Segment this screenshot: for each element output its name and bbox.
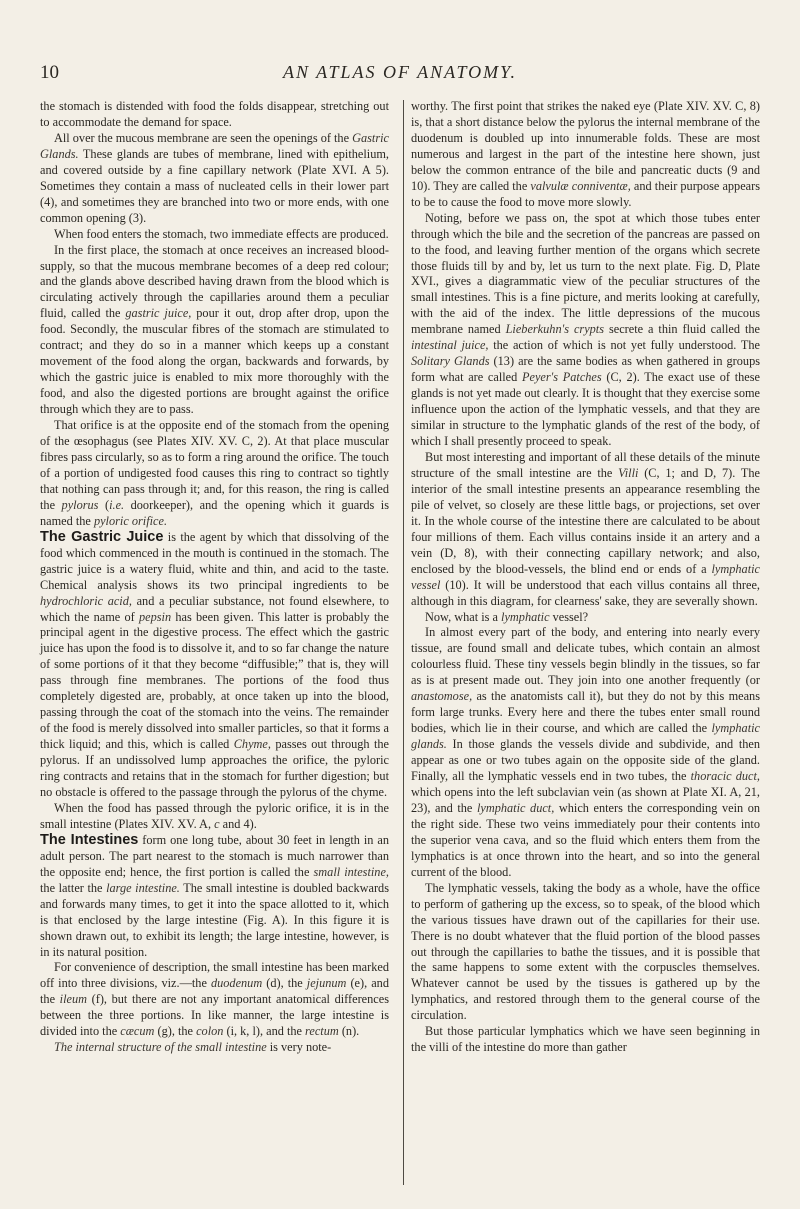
italic-term: pyloric orifice. <box>93 513 168 528</box>
text-run: These glands are tubes of membrane, lined with epithelium, and covered outside by a fine capillary network (Plate XVI. A 5). Sometimes they contain a mass of nucleated cells in their lower part (4), and sometimes they are branched into two or more ends, with one common opening (3). <box>40 146 389 225</box>
text-run: But most interesting and important of all these details of the minute structure of the small intestine are the <box>411 449 760 480</box>
text-run: the action of which is not yet fully understood. The <box>488 338 760 353</box>
italic-term: Gastric Glands. <box>40 130 390 161</box>
text-run: passes out through the pylorus. If an undissolved lump approaches the orifice, the pyloric ring contracts and retains that in the stomach for further digestion; but no obstacle is offered to the passage through the pylorus of the chyme. <box>40 737 389 799</box>
text-run: In those glands the vessels divide and subdivide, and then appear as one or two tubes again on the opposite side of the gland. Finally, all the lymphatic vessels end in two tubes, the <box>411 737 760 784</box>
italic-term: lymphatic glands. <box>411 721 760 752</box>
italic-term: Chyme, <box>233 737 271 752</box>
text-run: as the anatomists call it), but they do not by this means form large trunks. Every here and there the tubes enter small round bodies, which lie in their course, and which are called the <box>411 689 760 736</box>
paragraph <box>411 450 760 610</box>
page-number: 10 <box>40 62 59 83</box>
paragraph <box>411 211 760 450</box>
left-column <box>40 99 389 1056</box>
paragraph <box>40 227 389 243</box>
text-run: the latter the <box>40 880 107 895</box>
paragraph <box>40 131 389 227</box>
italic-term: gastric juice, <box>125 306 192 321</box>
italic-term: Peyer's Patches <box>521 370 602 385</box>
italic-term: anastomose, <box>411 689 473 704</box>
italic-term: colon <box>196 1024 224 1039</box>
text-run: ( <box>98 497 110 512</box>
paragraph <box>40 418 389 530</box>
italic-term: i.e. <box>109 497 125 512</box>
paragraph <box>411 99 760 211</box>
text-run: The small intestine is doubled backwards and forwards many times, to get it into the space allotted to it, which is that enclosed by the large intestine (Fig. A). In this figure it is shown drawn out, to exhibit its length; the large intestine, however, is in its natural position. <box>40 880 389 959</box>
text-run: For convenience of description, the small intestine has been marked off into three divisions, viz.—the <box>40 960 389 991</box>
text-run: Noting, before we pass on, the spot at which those tubes enter through which the bile and the secretion of the pancreas are passed on to the food, and leaving further mention of the organs which secrete those fluids till by and by, let us turn to the next plate. Fig. D, Plate XVI., gives a diagrammatic view of the peculiar structures of the small intestines. This is a fine picture, and merits looking at carefully, with the aid of the index. The little depressions of the mucous membrane named <box>411 210 760 337</box>
italic-term: jejunum <box>306 976 347 991</box>
text-run: and 4). <box>219 816 257 831</box>
italic-term: large intestine. <box>106 880 180 895</box>
text-run: form one long tube, about 30 feet in length in an adult person. The part nearest to the stomach is much narrower than the opposite end; hence, the first portion is called the <box>40 832 389 879</box>
italic-term: Solitary Glands <box>411 354 490 369</box>
text-run: (10). It will be understood that each villus contains all three, although in this diagram, for clearness' sake, they are severally shown. <box>411 577 760 608</box>
text-run: (d), the <box>262 976 307 991</box>
page-header <box>40 62 760 86</box>
italic-term: rectum <box>305 1024 339 1039</box>
text-run: But those particular lymphatics which we have seen beginning in the villi of the intestine do more than gather <box>411 1024 760 1055</box>
text-run: and a peculiar substance, not found elsewhere, to which the name of <box>40 593 389 624</box>
italic-term: thoracic duct, <box>690 769 760 784</box>
paragraph <box>40 99 389 131</box>
text-run: That orifice is at the opposite end of the stomach from the opening of the œsophagus (see Plates XIV. XV. C, 2). At that place muscular fibres pass circularly, so as to form a ring around the orifice. The touch of a portion of undigested food causes this ring to contract so tightly that nothing can pass through it; and, for this reason, the ring is called the <box>40 418 389 512</box>
text-run: When food enters the stomach, two immediate effects are produced. <box>54 226 389 241</box>
text-run: Now, what is a <box>425 609 502 624</box>
italic-term: Villi <box>618 465 639 480</box>
text-run: (i, k, l), and the <box>223 1024 306 1039</box>
paragraph <box>411 625 760 880</box>
text-run: the stomach is distended with food the folds disappear, stretching out to accommodate the demand for space. <box>40 99 389 129</box>
paragraph <box>411 1024 760 1056</box>
italic-term: duodenum <box>210 976 263 991</box>
text-run: (n). <box>338 1024 360 1039</box>
paragraph <box>40 960 389 1040</box>
text-run: which opens into the left subclavian vein (as shown at Plate XI. A, 21, 23), and the <box>411 784 760 815</box>
text-run: When the food has passed through the pyloric orifice, it is in the small intestine (Plates XIV. XV. A, <box>40 800 389 831</box>
text-run: secrete a thin fluid called the <box>604 322 760 337</box>
italic-term: c <box>214 816 220 831</box>
italic-term: valvulæ conniventæ, <box>530 178 631 193</box>
text-run: (e), and the <box>40 976 389 1007</box>
text-run: doorkeeper), and the opening which it guards is named the <box>40 497 389 528</box>
text-run: (g), the <box>154 1024 197 1039</box>
italic-term: lymphatic duct, <box>476 800 555 815</box>
paragraph <box>411 610 760 626</box>
text-run: pour it out, drop after drop, upon the food. Secondly, the muscular fibres of the stomach are stimulated to contract; and they do so in a manner which keeps up a constant movement of the food along the organ, backwards and forwards, by which the gastric juice is enabled to mix more thoroughly with the food, and also the digested portions are brought against the orifice through which they are to pass. <box>40 306 389 417</box>
text-run: has been given. This latter is probably the principal agent in the digestive process. The effect which the gastric juice has upon the food is to dissolve it, and to so far change the nature of some portions of it that they become “diffusible;” that is, they will pass through fine membranes. The portions of the food thus completely digested are, probably, at once taken up into the blood, passing through the coat of the stomach into the veins. The remainder of the food is merely dissolved into smaller particles, so that it forms a thick liquid; and this, which is called <box>40 609 390 752</box>
italic-term: The internal structure of the small intestine <box>54 1040 267 1055</box>
text-run: (f), but there are not any important anatomical differences between the three portions. In like manner, the large intestine is divided into the <box>40 992 389 1039</box>
italic-term: cæcum <box>120 1024 155 1039</box>
italic-term: pylorus <box>61 497 99 512</box>
italic-term: lymphatic vessel <box>411 561 760 592</box>
text-run: In the first place, the stomach at once receives an increased blood-supply, so that the mucous membrane becomes of a deep red colour; and the glands above described having drawn from the blood which is circulating actively through the capillaries around them a peculiar fluid, called the <box>40 242 389 321</box>
text-run: is very note- <box>266 1040 332 1055</box>
section-heading: The Gastric Juice <box>40 528 164 545</box>
text-run: In almost every part of the body, and entering into nearly every tissue, are found small and delicate tubes, which contain an almost colourless fluid. These tiny vessels begin blindly in the tissues, so far as is at present made out. They join into one another frequently (or <box>411 625 760 688</box>
section-paragraph <box>40 530 389 801</box>
text-run: (C, 1; and D, 7). The interior of the small intestine presents an appearance resembling the pile of velvet, so closely are these little bags, or projections, set over it. In the whole course of the intestine there are calculated to be about four millions of them. Each villus contains inside it an artery and a vein (D, 8), with their connecting capillary network; and also, enclosed by the blood-vessels, the blind end or ends of a <box>411 465 760 576</box>
paragraph <box>40 801 389 833</box>
paragraph <box>40 243 389 418</box>
text-run: The lymphatic vessels, taking the body as a whole, have the office to perform of gathering up the excess, so to speak, of the blood which the various tissues have drawn out of the capillaries for their use. There is no doubt whatever that the fluid portion of the blood passes out through the capillaries to bathe the tissues, and it is possible that the same happens to some extent with the corpuscles themselves. Whatever cannot be used by the tissues is gathered up by the lymphatics, and restored through them to the general course of the circulation. <box>411 880 760 1023</box>
italic-term: intestinal juice, <box>411 338 489 353</box>
text-run: which enters the corresponding vein on the right side. These two veins immediately pour their contents into the superior vena cava, and so the fluid which enters them from the lymphatics is at once thrown into the heart, and so into the general current of the blood. <box>411 800 761 879</box>
text-run: is the agent by which that dissolving of the food which commenced in the mouth is continued in the stomach. The gastric juice is a watery fluid, white and thin, and acid to the taste. Chemical analysis shows its two principal ingredients to be <box>40 529 390 592</box>
text-run: All over the mucous membrane are seen the openings of the <box>54 130 353 145</box>
italic-term: ileum <box>59 992 87 1007</box>
italic-term: pepsin <box>138 609 172 624</box>
paragraph <box>411 881 760 1025</box>
text-run: worthy. The first point that strikes the naked eye (Plate XIV. XV. C, 8) is, that a short distance below the pylorus the internal membrane of the duodenum is doubled up into innumerable folds. These are most numerous and largest in the part of the intestine here shown, just below the common entrance of the bile and pancreatic ducts (9 and 10). They are called the <box>411 99 760 193</box>
italic-term: lymphatic <box>501 609 550 624</box>
text-run: (13) are the same bodies as when gathered in groups form what are called <box>411 354 761 385</box>
text-run: and their purpose appears to be to cause the food to move more slowly. <box>411 178 760 209</box>
section-heading: The Intestines <box>40 831 139 848</box>
right-column <box>411 99 760 1056</box>
section-paragraph <box>40 833 389 961</box>
italic-term: hydrochloric acid, <box>40 593 132 608</box>
text-run: vessel? <box>549 609 589 624</box>
italic-term: small intestine, <box>313 864 389 879</box>
running-title: AN ATLAS OF ANATOMY. <box>282 62 518 82</box>
text-run: (C, 2). The exact use of these glands is not yet made out clearly. It is thought that they exercise some influence upon the action of the lymphatic vessels, and that they are similar in structure to the lymphatic glands of the rest of the body, of which I shall presently proceed to speak. <box>411 370 760 449</box>
column-divider <box>403 100 404 1185</box>
paragraph <box>40 1040 389 1056</box>
italic-term: Lieberkuhn's crypts <box>505 322 604 337</box>
